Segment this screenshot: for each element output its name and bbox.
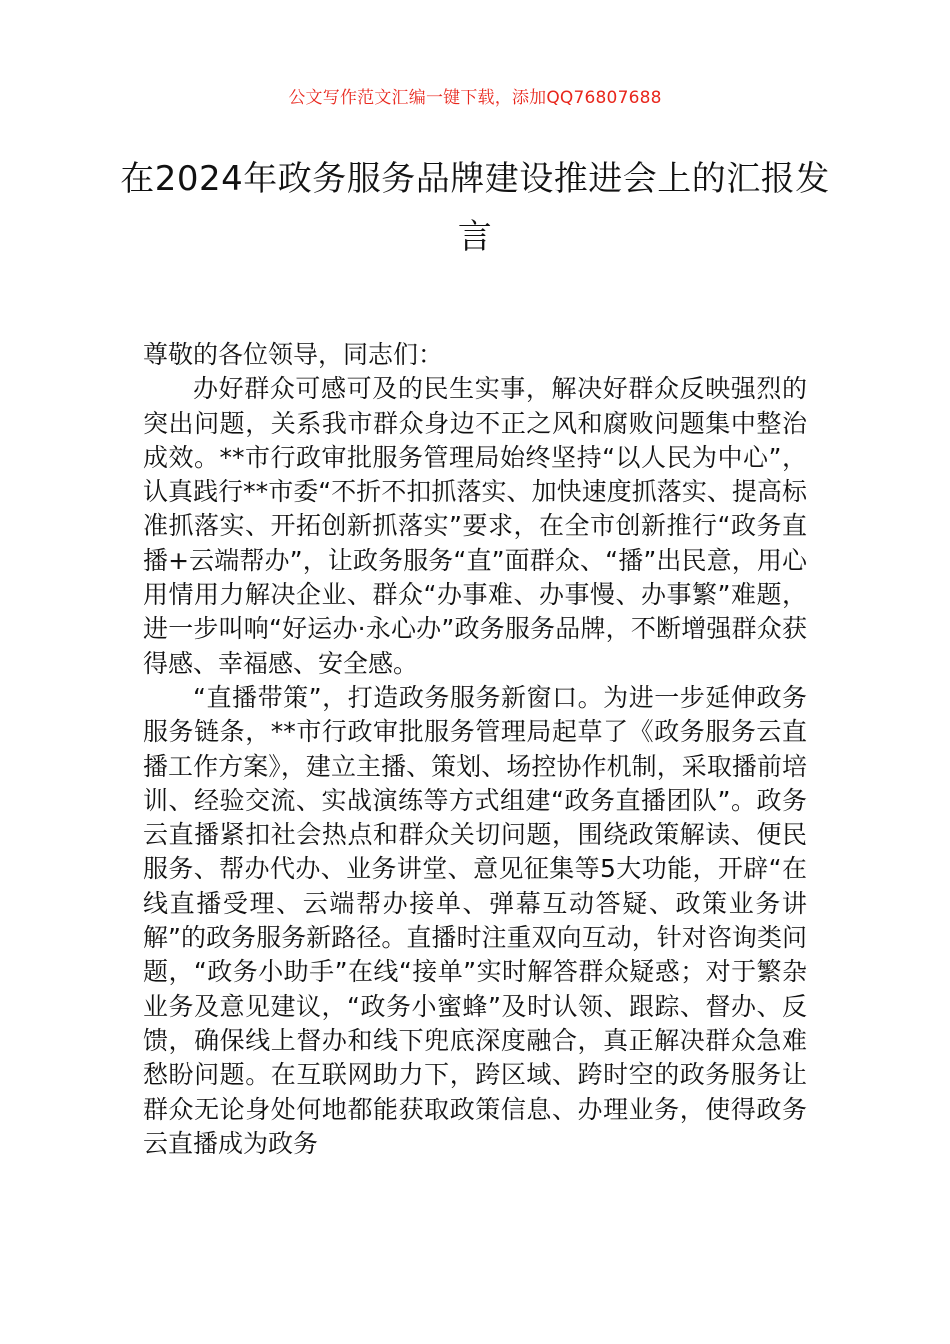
document-title: 在2024年政务服务品牌建设推进会上的汇报发言 xyxy=(120,159,830,257)
body-paragraph: “直播带策”，打造政务服务新窗口。为进一步延伸政务服务链条，**市行政审批服务管理局起草了《政务服务云直播工作方案》，建立主播、策划、场控协作机制，采取播前培训、经验交流、实战演练等方式组建“政务直播团队”。政务云直播紧扣社会热点和群众关切问题，围绕政策解读、便民服务、帮办代办、业务讲堂、意见征集等5大功能，开辟“在线直播受理、云端帮办接单、弹幕互动答疑、政策业务讲解”的政务服务新路径。直播时注重双向互动，针对咨询类问题，“政务小助手”在线“接单”实时解答群众疑惑；对于繁杂业务及意见建议，“政务小蜜蜂”及时认领、跟踪、督办、反馈，确保线上督办和线下兜底深度融合，真正解决群众急难愁盼问题。在互联网助力下，跨区域、跨时空的政务服务让群众无论身处何地都能获取政策信息、办理业务，使得政务云直播成为政务 xyxy=(143,682,807,1158)
download-promo-note: 公文写作范文汇编一键下载，添加QQ76807688 xyxy=(288,88,662,108)
salutation: 尊敬的各位领导，同志们： xyxy=(143,340,444,369)
body-paragraph: 办好群众可感可及的民生实事，解决好群众反映强烈的突出问题，关系我市群众身边不正之风和腐败问题集中整治成效。**市行政审批服务管理局始终坚持“以人民为中心”，认真践行**市委“不折不扣抓落实、加快速度抓落实、提高标准抓落实、开拓创新抓落实”要求，在全市创新推行“政务直播+云端帮办”，让政务服务“直”面群众、“播”出民意，用心用情用力解决企业、群众“办事难、办事慢、办事繁”难题，进一步叫响“好运办·永心办”政务服务品牌，不断增强群众获得感、幸福感、安全感。 xyxy=(143,374,807,678)
document-body xyxy=(143,338,807,1161)
